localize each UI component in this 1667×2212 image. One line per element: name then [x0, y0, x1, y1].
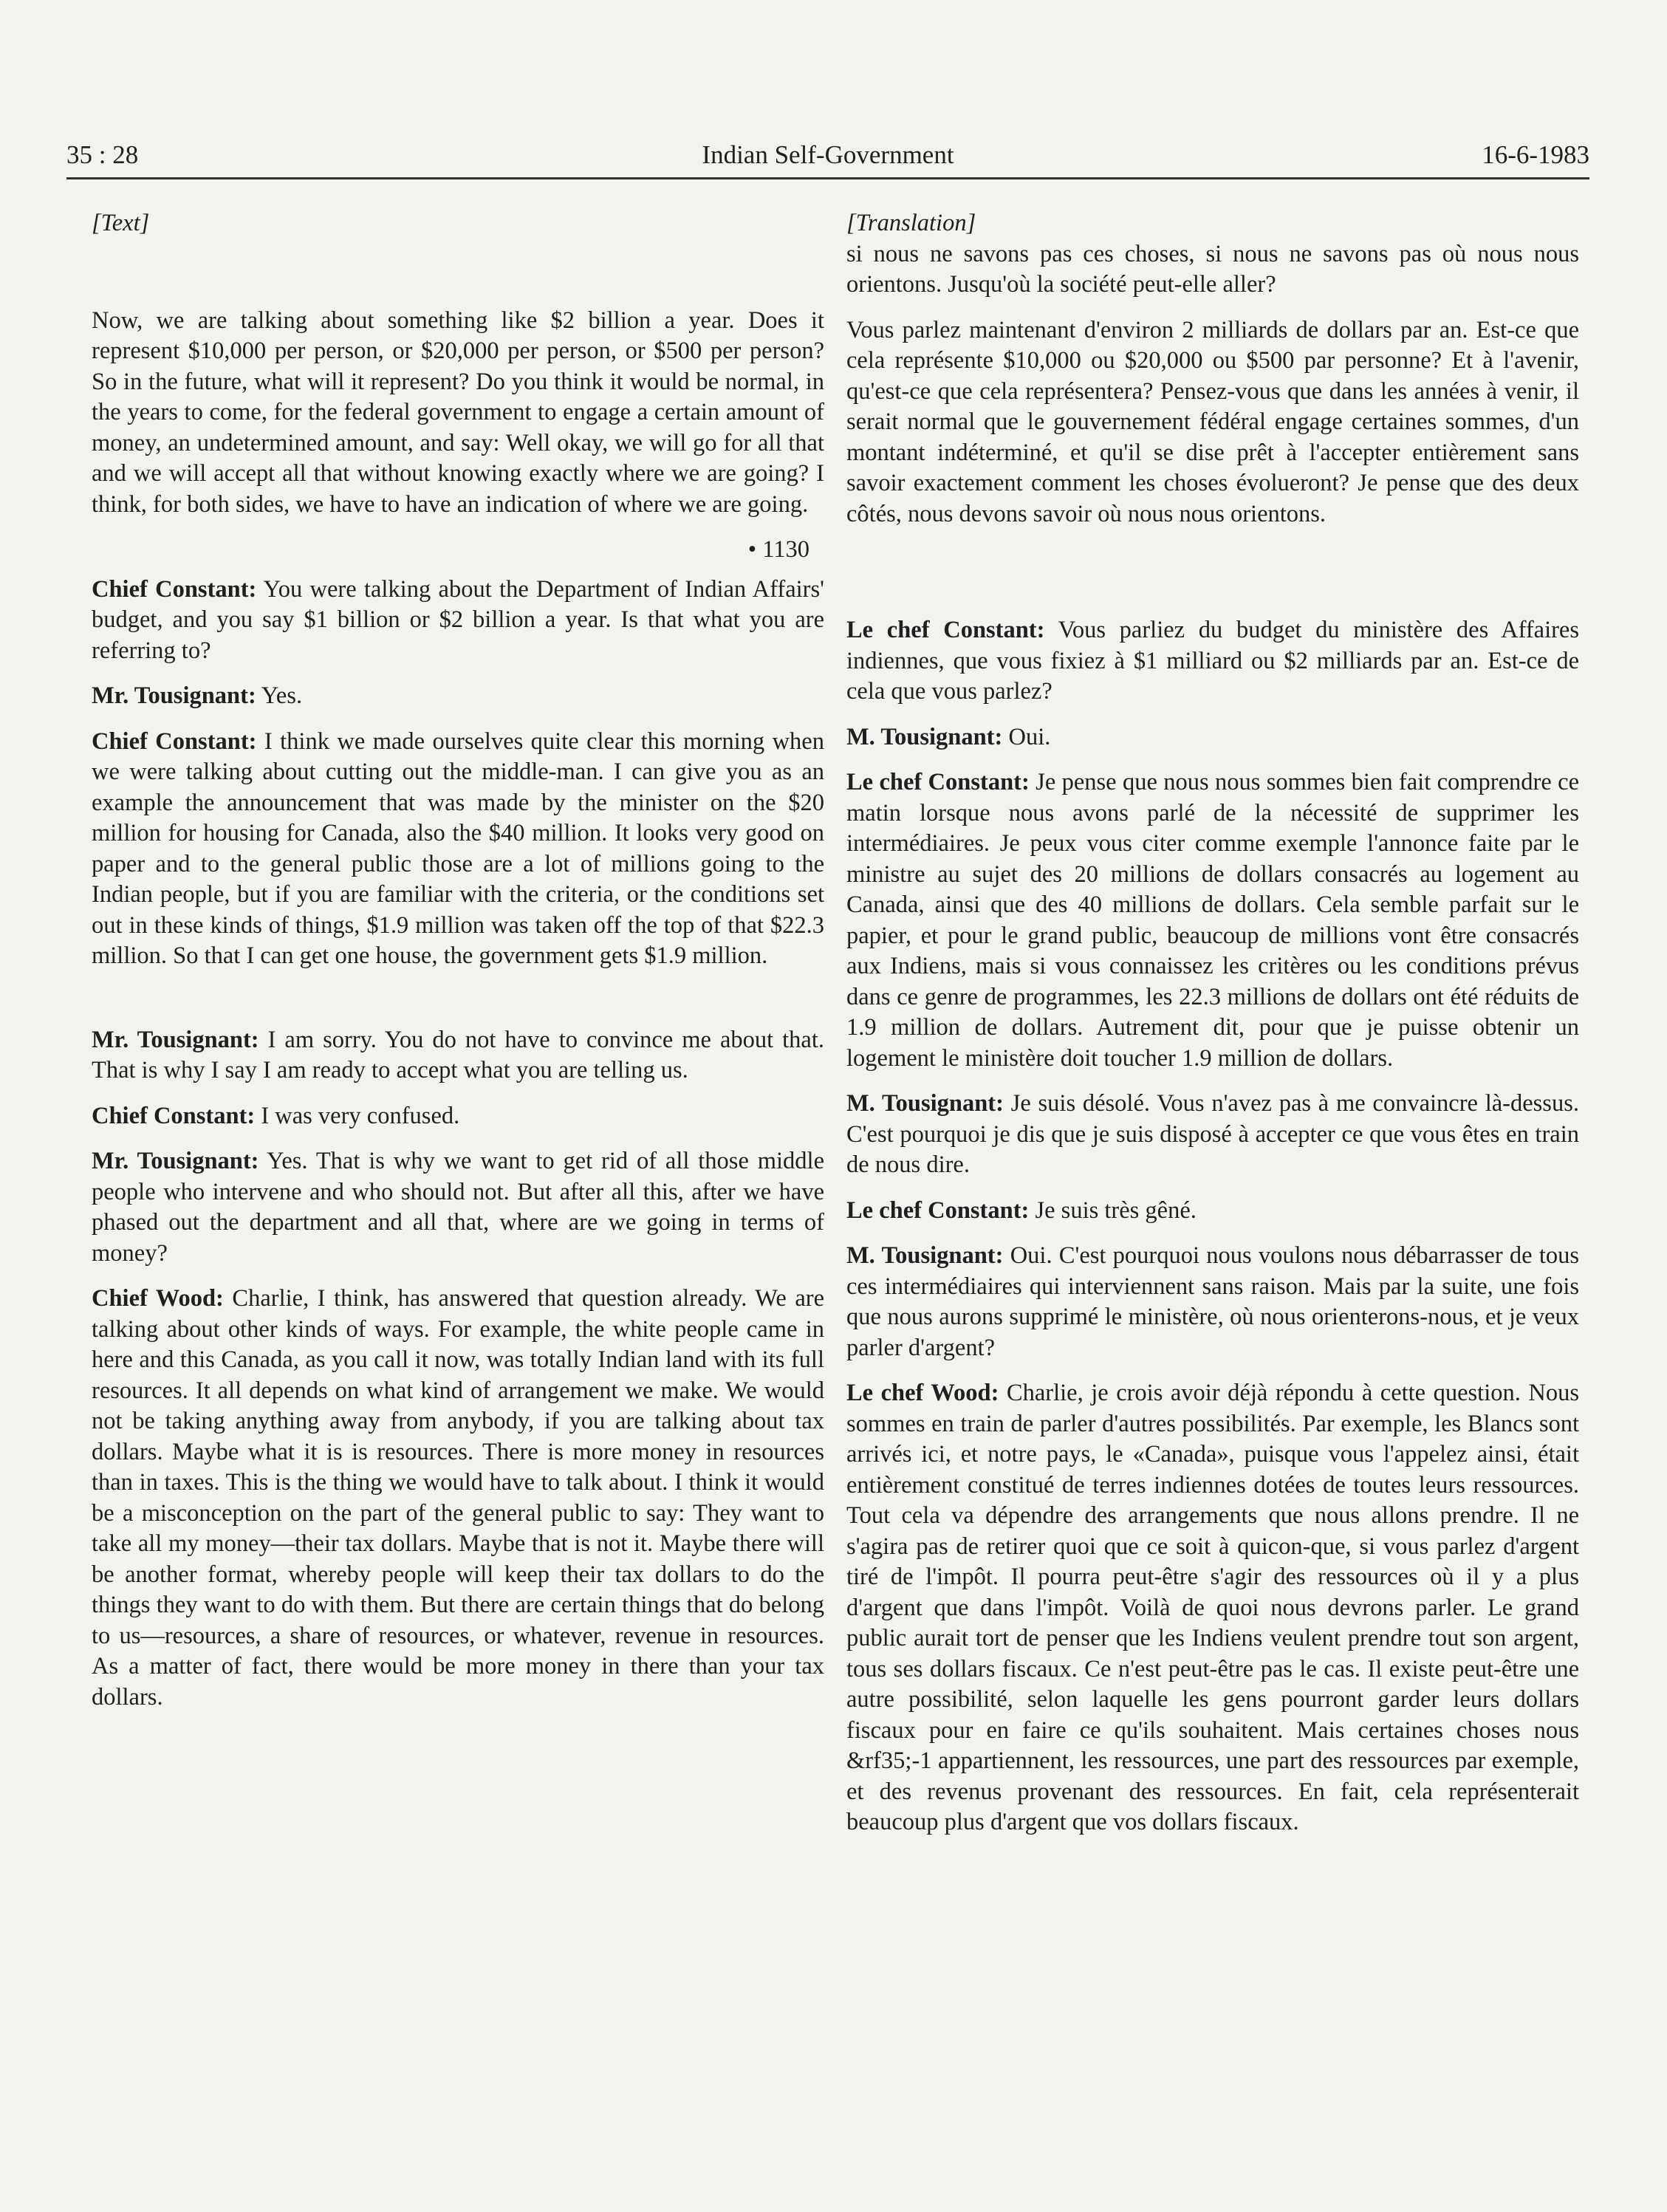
- speaker-name: Mr. Tousignant:: [92, 1148, 259, 1174]
- speaker-name: Chief Constant:: [92, 727, 257, 755]
- speech-text: Charlie, I think, has answered that question already. We are talking about other kinds of ways. For example, the white people came in here and this Canada, as you call it now, was totally Indian land with its full resources. It all depends on what kind of arrangement we make. We would not be taking anything away from anybody, if you are talking about tax dollars. Maybe what it is is resources. There is more money in resources than in taxes. This is the thing we would have to talk about. I think it would be a misconception on the part of the general public to say: They want to take all my money—their tax dollars. Maybe that is not it. Maybe there will be another format, whereby people will keep their tax dollars to do the things they want to do with them. But there are certain things that do belong to us—resources, a share of resources, or whatever, revenue in resources. As a matter of fact, there would be more money in there than your tax dollars.: [92, 1285, 825, 1711]
- paragraph: [846, 615, 1579, 708]
- column-gap: [92, 254, 824, 306]
- translation-label: [Translation]: [846, 210, 976, 236]
- speech-text: Oui. C'est pourquoi nous voulons nous débarrasser de tous ces intermédiaires qui interviennent sans raison. Mais par la suite, une fois que nous aurons supprimé le ministère, où nous orienterons-nous, et je veux parler d'argent?: [846, 1242, 1579, 1361]
- speech-text: Oui.: [1002, 723, 1051, 750]
- english-column: [92, 208, 824, 1728]
- speaker-name: Chief Wood:: [92, 1285, 224, 1312]
- column-gap: [846, 544, 1579, 615]
- paragraph: [846, 1089, 1579, 1181]
- speaker-name: Le chef Constant:: [846, 1196, 1030, 1224]
- speech-text: Je suis désolé. Vous n'avez pas à me convaincre là-dessus. C'est pourquoi je dis que je suis disposé à accepter ce que vous êtes en train de nous dire.: [846, 1090, 1579, 1178]
- running-header: [66, 137, 1589, 179]
- paragraph: [92, 1146, 824, 1269]
- paragraph: [846, 1378, 1579, 1838]
- speech-text: Yes. That is why we want to get rid of all those middle people who intervene and who should not. But after all this, after we have phased out the department and all that, where are we going in terms of money?: [92, 1148, 824, 1267]
- speaker-name: M. Tousignant:: [846, 1090, 1004, 1117]
- publication-title: Indian Self-Government: [702, 140, 954, 169]
- speech-text: Charlie, je crois avoir déjà répondu à cette question. Nous sommes en train de parler d'autres possibilités. Par exemple, les Blancs sont arrivés ici, et notre pays, le «Canada», puisque vous l'appelez ainsi, était entièrement constitué de terres indiennes dotées de toutes leurs ressources. Tout cela va dépendre des arrangements que nous allons prendre. Il ne s'agira pas de retirer quoi que ce soit à quicon-que, si vous parlez d'argent tiré de l'impôt. Il pourra peut-être s'agir des ressources où il y a plus d'argent que dans l'impôt. Voilà de quoi nous devrons parler. Le grand public aurait tort de penser que les Indiens veulent prendre tout son argent, tous ses dollars fiscaux. Ce n'est peut-être pas le cas. Il existe peut-être une autre possibilité, selon laquelle les gens pourront garder leurs dollars fiscaux pour en faire ce qu'ils souhaitent. Mais certaines choses nous &rf35;-1 appartiennent, les ressources, une part des ressources par exemple, et des revenus provenant des ressources. En fait, cela représenterait beaucoup plus d'argent que vos dollars fiscaux.: [846, 1380, 1580, 1835]
- speech-text: Yes.: [256, 682, 303, 709]
- page-number: 35 : 28: [66, 140, 139, 169]
- speaker-name: M. Tousignant:: [846, 1242, 1004, 1269]
- header-date: 16-6-1983: [1482, 140, 1589, 169]
- paragraph: [92, 681, 824, 712]
- paragraph: Now, we are talking about something like $2 billion a year. Does it represent $10,000 per person, or $20,000 per person, or $500 per person? So in the future, what will it represent? Do you think it would be normal, in the years to come, for the federal government to engage a certain amount of money, an undetermined amount, and say: Well okay, we will go for all that and we will accept all that without knowing exactly where we are going? I think, for both sides, we have to have an indication of where we are going.: [92, 307, 824, 518]
- speech-text: You were talking about the Department of Indian Affairs' budget, and you say $1 billion or $2 billion a year. Is that what you are referring to?: [92, 575, 824, 664]
- speech-text: Vous parliez du budget du ministère des Affaires indiennes, que vous fixiez à $1 milliard ou $2 milliards par an. Est-ce de cela que vous parlez?: [846, 617, 1579, 705]
- speaker-name: Chief Constant:: [92, 575, 257, 603]
- paragraph: [92, 1025, 824, 1086]
- paragraph: [92, 1284, 824, 1713]
- speech-text: Je pense que nous nous sommes bien fait comprendre ce matin lorsque nous avons parlé de la nécessité de supprimer les intermédiaires. Je peux vous citer comme exemple l'annonce faite par le ministre au sujet des 20 millions de dollars consacrés au logement au Canada, ainsi que des 40 millions de dollars. Cela semble parfait sur le papier, et pour le grand public, beaucoup de millions vont être consacrés aux Indiens, mais si vous connaissez les critères ou les conditions prévus dans ce genre de programmes, les 22.3 millions de dollars ont été réduits de 1.9 million de dollars. Autrement dit, pour que je puisse obtenir un logement le ministère doit toucher 1.9 million de dollars.: [846, 769, 1579, 1072]
- speech-text: Je suis très gêné.: [1029, 1196, 1197, 1224]
- paragraph: [846, 722, 1579, 753]
- paragraph: [92, 575, 824, 667]
- speaker-name: Mr. Tousignant:: [92, 1026, 259, 1053]
- speaker-name: M. Tousignant:: [846, 723, 1003, 750]
- paragraph: [92, 1101, 824, 1132]
- paragraph: [846, 1196, 1579, 1227]
- french-column: [846, 208, 1579, 1853]
- time-marker: • 1130: [747, 536, 809, 563]
- speaker-name: Le chef Wood:: [846, 1380, 999, 1406]
- speech-text: I am sorry. You do not have to convince me about that. That is why I say I am ready to accept what you are telling us.: [92, 1026, 824, 1083]
- paragraph: [846, 1241, 1579, 1363]
- paragraph: [92, 727, 824, 972]
- speaker-name: Le chef Constant:: [846, 769, 1030, 795]
- column-gap: [92, 987, 824, 1025]
- paragraph: Vous parlez maintenant d'environ 2 milliards de dollars par an. Est-ce que cela représente $10,000 ou $20,000 ou $500 par personne? Et à l'avenir, qu'est-ce que cela représentera? Pensez-vous que dans les années à venir, il serait normal que le gouvernement fédéral engage certaines sommes, d'un montant indéterminé, et qu'il se dise prêt à l'accepter entièrement sans savoir exactement comment les choses évolueront? Je pense que des deux côtés, nous devons savoir où nous nous orientons.: [846, 316, 1579, 527]
- speaker-name: Chief Constant:: [92, 1102, 256, 1129]
- speaker-name: Le chef Constant:: [846, 617, 1045, 643]
- paragraph: [846, 767, 1579, 1074]
- speech-text: I was very confused.: [255, 1102, 460, 1129]
- text-label: [Text]: [92, 210, 150, 236]
- speaker-name: Mr. Tousignant:: [92, 682, 256, 709]
- speech-text: I think we made ourselves quite clear this morning when we were talking about cutting out the middle-man. I can give you as an example the announcement that was made by the minister on the $20 million for housing for Canada, also the $40 million. It looks very good on paper and to the general public those are a lot of millions going to the Indian people, but if you are familiar with the criteria, or the conditions set out in these kinds of things, $1.9 million was taken off the top of that $22.3 million. So that I can get one house, the government gets $1.9 million.: [92, 727, 824, 969]
- paragraph: si nous ne savons pas ces choses, si nous ne savons pas où nous nous orientons. Jusqu'où la société peut-elle aller?: [846, 240, 1579, 298]
